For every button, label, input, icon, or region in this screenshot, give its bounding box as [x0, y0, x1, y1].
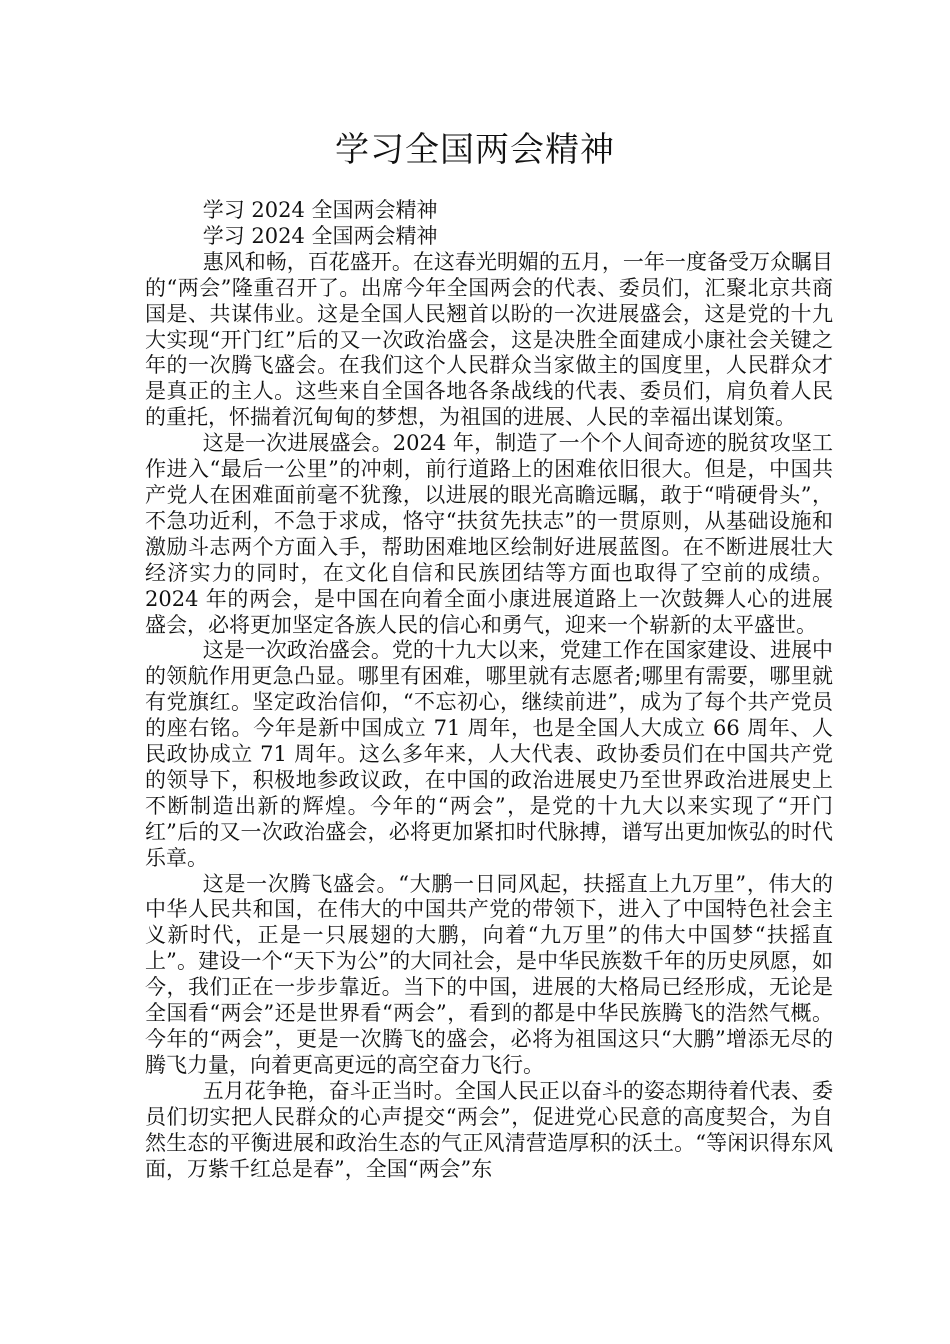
- paragraph: 惠风和畅，百花盛开。在这春光明媚的五月，一年一度备受万众瞩目的“两会”隆重召开了。出席今年全国两会的代表、委员们，汇聚北京共商国是、共谋伟业。这是全国人民翘首以盼的一次进展盛会，这是党的十九大实现“开门红”后的又一次政治盛会，这是决胜全面建成小康社会关键之年的一次腾飞盛会。在我们这个人民群众当家做主的国度里，人民群众才是真正的主人。这些来自全国各地各条战线的代表、委员们，肩负着人民的重托，怀揣着沉甸甸的梦想，为祖国的进展、人民的幸福出谋划策。: [145, 249, 833, 430]
- paragraph: 五月花争艳，奋斗正当时。全国人民正以奋斗的姿态期待着代表、委员们切实把人民群众的心声提交“两会”，促进党心民意的高度契合，为自然生态的平衡进展和政治生态的气正风清营造厚积的沃土。“等闲识得东风面，万紫千红总是春”，全国“两会”东: [145, 1078, 833, 1181]
- subheading: 学习 2024 全国两会精神: [202, 198, 438, 222]
- paragraph: 这是一次进展盛会。2024 年，制造了一个个人间奇迹的脱贫攻坚工作进入“最后一公里”的冲刺，前行道路上的困难依旧很大。但是，中国共产党人在困难面前毫不犹豫，以进展的眼光高瞻远瞩，敢于“啃硬骨头”，不急功近利，不急于求成，恪守“扶贫先扶志”的一贯原则，从基础设施和激励斗志两个方面入手，帮助困难地区绘制好进展蓝图。在不断进展壮大经济实力的同时，在文化自信和民族团结等方面也取得了空前的成绩。2024 年的两会，是中国在向着全面小康进展道路上一次鼓舞人心的进展盛会，必将更加坚定各族人民的信心和勇气，迎来一个崭新的太平盛世。: [145, 431, 833, 637]
- document-title: 学习全国两会精神: [335, 130, 615, 170]
- subheading: 学习 2024 全国两会精神: [202, 223, 438, 248]
- paragraph: 这是一次腾飞盛会。“大鹏一日同风起，扶摇直上九万里”，伟大的中华人民共和国，在伟大的中国共产党的带领下，进入了中国特色社会主义新时代，正是一只展翅的大鹏，向着“九万里”的伟大中国梦“扶摇直上”。建设一个“天下为公”的大同社会，是中华民族数千年的历史夙愿，如今，我们正在一步步靠近。当下的中国，进展的大格局已经形成，无论是全国看“两会”还是世界看“两会”，看到的都是中华民族腾飞的浩然气概。今年的“两会”，更是一次腾飞的盛会，必将为祖国这只“大鹏”增添无尽的腾飞力量，向着更高更远的高空奋力飞行。: [145, 871, 833, 1077]
- document-body: [145, 198, 833, 1182]
- paragraph: 这是一次政治盛会。党的十九大以来，党建工作在国家建设、进展中的领航作用更急凸显。哪里有困难，哪里就有志愿者;哪里有需要，哪里就有党旗红。坚定政治信仰，“不忘初心，继续前进”，成为了每个共产党员的座右铭。今年是新中国成立 71 周年，也是全国人大成立 66 周年、人民政协成立 71 周年。这么多年来，人大代表、政协委员们在中国共产党的领导下，积极地参政议政，在中国的政治进展史乃至世界政治进展史上不断制造出新的辉煌。今年的“两会”，是党的十九大以来实现了“开门红”后的又一次政治盛会，必将更加紧扣时代脉搏，谱写出更加恢弘的时代乐章。: [145, 638, 833, 870]
